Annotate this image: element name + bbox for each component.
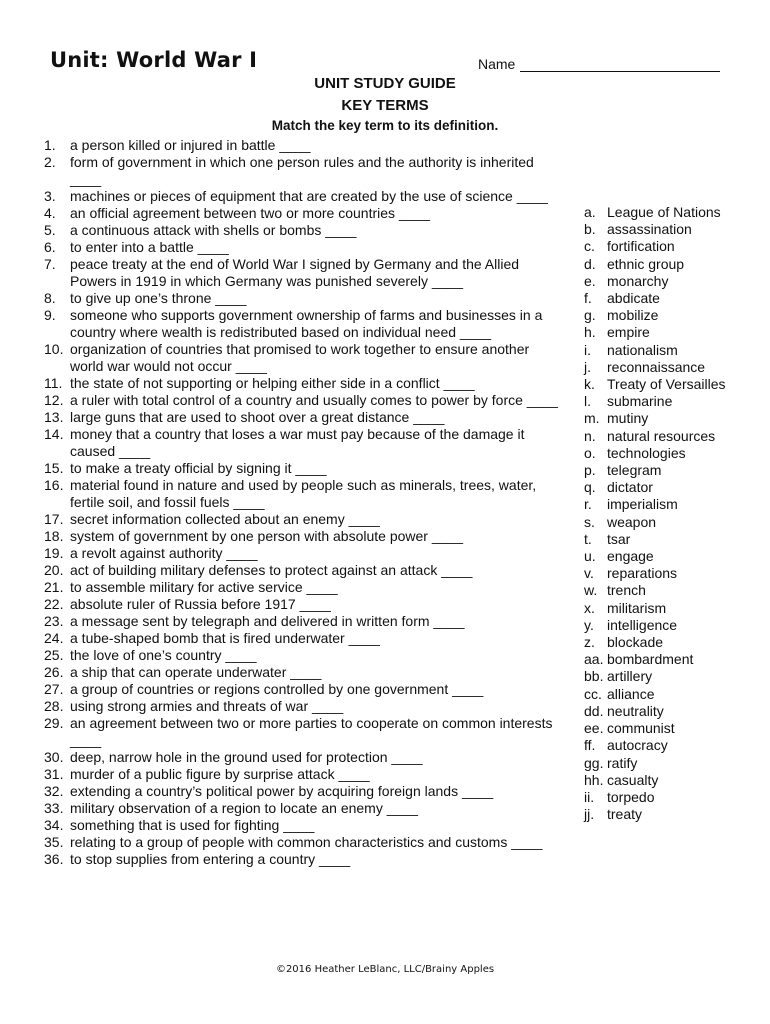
definition-number: 7.	[44, 256, 56, 272]
term-item	[584, 496, 764, 513]
term-text: communist	[607, 720, 675, 737]
term-text: autocracy	[607, 737, 668, 754]
term-item	[584, 410, 764, 427]
term-item	[584, 772, 764, 789]
definition-text: a ship that can operate underwater ____	[70, 664, 322, 680]
definition-item	[44, 528, 564, 545]
term-letter: j.	[584, 358, 591, 375]
term-letter: q.	[584, 479, 596, 496]
definition-number: 4.	[44, 205, 56, 221]
definition-text: extending a country’s political power by acquiring foreign lands ____	[70, 783, 494, 799]
definition-number: 30.	[44, 749, 64, 765]
term-letter: h.	[584, 324, 596, 341]
term-item	[584, 445, 764, 462]
term-text: telegram	[607, 462, 662, 479]
term-item	[584, 479, 764, 496]
definition-number: 11.	[44, 375, 63, 391]
term-item	[584, 737, 764, 754]
definition-item	[44, 834, 564, 851]
term-item	[584, 393, 764, 410]
definition-item	[44, 579, 564, 596]
term-text: alliance	[607, 685, 655, 702]
definition-number: 12.	[44, 392, 64, 408]
definition-text: relating to a group of people with common characteristics and customs ____	[70, 834, 543, 850]
term-text: reconnaissance	[607, 358, 706, 375]
terms-list	[584, 204, 764, 823]
definition-item	[44, 460, 564, 477]
definition-number: 26.	[44, 664, 64, 680]
definition-text: a group of countries or regions controlled by one government ____	[70, 681, 484, 697]
definition-text: a person killed or injured in battle ____	[70, 137, 311, 153]
definition-number: 29.	[44, 715, 64, 731]
definition-item	[44, 222, 564, 239]
definition-text: a message sent by telegraph and delivered in written form ____	[70, 613, 465, 629]
term-item	[584, 703, 764, 720]
term-text: dictator	[607, 479, 653, 496]
definition-number: 36.	[44, 851, 64, 867]
term-item	[584, 221, 764, 238]
term-letter: b.	[584, 221, 596, 238]
definition-text: peace treaty at the end of World War I signed by Germany and the Allied Powers in 1919 in which Germany was punished severely ____	[70, 256, 520, 289]
term-item	[584, 582, 764, 599]
term-letter: k.	[584, 376, 595, 393]
term-item	[584, 290, 764, 307]
term-item	[584, 462, 764, 479]
term-text: assassination	[607, 221, 692, 238]
term-letter: n.	[584, 427, 596, 444]
term-item	[584, 651, 764, 668]
definition-number: 22.	[44, 596, 64, 612]
name-label: Name	[478, 56, 516, 72]
term-item	[584, 617, 764, 634]
instructions: Match the key term to its definition.	[271, 118, 499, 133]
definition-text: using strong armies and threats of war ____	[70, 698, 344, 714]
definition-number: 16.	[44, 477, 64, 493]
definition-item	[44, 341, 564, 375]
definition-number: 35.	[44, 834, 64, 850]
term-letter: e.	[584, 272, 596, 289]
term-item	[584, 686, 764, 703]
term-text: treaty	[607, 806, 643, 823]
definition-item	[44, 188, 564, 205]
term-letter: p.	[584, 462, 596, 479]
unit-title: Unit: World War I	[50, 48, 258, 72]
definition-text: to stop supplies from entering a country ____	[70, 851, 351, 867]
definition-text: absolute ruler of Russia before 1917 ____	[70, 596, 331, 612]
definition-number: 13.	[44, 409, 64, 425]
term-text: intelligence	[607, 616, 678, 633]
term-letter: ff.	[584, 737, 596, 754]
definition-item	[44, 783, 564, 800]
definitions-list	[44, 137, 564, 868]
definition-text: the state of not supporting or helping either side in a conflict ____	[70, 375, 475, 391]
term-letter: r.	[584, 496, 592, 513]
term-letter: ee.	[584, 720, 604, 737]
term-item	[584, 634, 764, 651]
definition-item	[44, 817, 564, 834]
definition-number: 33.	[44, 800, 64, 816]
definition-number: 34.	[44, 817, 64, 833]
definition-item	[44, 477, 564, 511]
term-item	[584, 307, 764, 324]
definition-item	[44, 613, 564, 630]
definition-text: to make a treaty official by signing it ____	[70, 460, 327, 476]
term-letter: y.	[584, 616, 594, 633]
definition-number: 31.	[44, 766, 64, 782]
term-text: ethnic group	[607, 255, 685, 272]
definition-item	[44, 681, 564, 698]
term-letter: u.	[584, 548, 596, 565]
term-text: monarchy	[607, 272, 669, 289]
term-letter: z.	[584, 634, 595, 651]
term-text: casualty	[607, 771, 659, 788]
term-item	[584, 238, 764, 255]
definition-text: to give up one’s throne ____	[70, 290, 247, 306]
term-text: League of Nations	[607, 204, 721, 220]
term-letter: gg.	[584, 754, 604, 771]
term-item	[584, 376, 764, 393]
term-letter: f.	[584, 290, 592, 307]
term-letter: x.	[584, 599, 595, 616]
definition-number: 15.	[44, 460, 64, 476]
definition-number: 18.	[44, 528, 64, 544]
name-blank-line[interactable]	[520, 71, 720, 72]
term-text: ratify	[607, 754, 638, 771]
definition-text: secret information collected about an enemy ____	[70, 511, 380, 527]
definition-number: 9.	[44, 307, 56, 323]
definition-text: form of government in which one person rules and the authority is inherited ____	[70, 154, 534, 187]
term-text: Treaty of Versailles	[607, 376, 726, 393]
definition-text: a revolt against authority ____	[70, 545, 258, 561]
term-text: mobilize	[607, 307, 659, 324]
term-text: nationalism	[607, 341, 678, 358]
term-item	[584, 548, 764, 565]
definition-number: 17.	[44, 511, 64, 527]
term-item	[584, 720, 764, 737]
term-text: abdicate	[607, 290, 660, 307]
definition-item	[44, 664, 564, 681]
definition-item	[44, 766, 564, 783]
term-item	[584, 514, 764, 531]
term-text: natural resources	[607, 427, 716, 444]
definition-number: 19.	[44, 545, 64, 561]
term-text: blockade	[607, 634, 664, 651]
definition-item	[44, 290, 564, 307]
term-item	[584, 531, 764, 548]
term-text: neutrality	[607, 702, 664, 719]
term-letter: v.	[584, 565, 594, 582]
definition-item	[44, 545, 564, 562]
term-letter: t.	[584, 530, 592, 547]
definition-item	[44, 596, 564, 613]
definition-text: something that is used for fighting ____	[70, 817, 315, 833]
definition-number: 28.	[44, 698, 64, 714]
term-text: artillery	[607, 668, 653, 685]
term-item	[584, 204, 764, 221]
definition-item	[44, 375, 564, 392]
term-item	[584, 600, 764, 617]
definition-text: a ruler with total control of a country and usually comes to power by force ____	[70, 392, 558, 408]
definition-number: 6.	[44, 239, 56, 255]
definition-number: 1.	[44, 137, 56, 153]
term-text: reparations	[607, 565, 678, 582]
study-guide-title: UNIT STUDY GUIDE	[314, 75, 456, 92]
definition-number: 2.	[44, 154, 56, 170]
definition-item	[44, 205, 564, 222]
term-text: empire	[607, 324, 650, 341]
term-text: mutiny	[607, 410, 649, 427]
definition-number: 10.	[44, 341, 64, 357]
term-text: submarine	[607, 393, 673, 410]
term-item	[584, 565, 764, 582]
term-item	[584, 668, 764, 685]
term-letter: ii.	[584, 788, 595, 805]
term-item	[584, 755, 764, 772]
definition-item	[44, 511, 564, 528]
definition-text: act of building military defenses to protect against an attack ____	[70, 562, 473, 578]
definition-text: a tube-shaped bomb that is fired underwater ____	[70, 630, 380, 646]
copyright-footer: ©2016 Heather LeBlanc, LLC/Brainy Apples	[275, 964, 495, 975]
definition-text: the love of one’s country ____	[70, 647, 257, 663]
term-text: bombardment	[607, 651, 694, 668]
definition-item	[44, 392, 564, 409]
definition-number: 23.	[44, 613, 64, 629]
term-letter: jj.	[584, 806, 595, 823]
definition-text: to enter into a battle ____	[70, 239, 229, 255]
definition-text: an agreement between two or more parties to cooperate on common interests ____	[70, 715, 553, 748]
term-letter: c.	[584, 238, 595, 255]
term-item	[584, 256, 764, 273]
definition-item	[44, 562, 564, 579]
term-letter: s.	[584, 513, 595, 530]
definition-number: 8.	[44, 290, 56, 306]
definition-item	[44, 800, 564, 817]
definition-item	[44, 256, 564, 290]
definition-item	[44, 137, 564, 154]
definition-item	[44, 851, 564, 868]
definition-item	[44, 307, 564, 341]
term-letter: i.	[584, 341, 591, 358]
term-letter: aa.	[584, 651, 604, 668]
definition-item	[44, 426, 564, 460]
term-item	[584, 342, 764, 359]
term-item	[584, 428, 764, 445]
definition-text: organization of countries that promised to work together to ensure another world war would not occur ____	[70, 341, 530, 374]
definition-text: an official agreement between two or more countries ____	[70, 205, 431, 221]
term-letter: o.	[584, 444, 596, 461]
definition-text: someone who supports government ownership of farms and businesses in a country where wealth is redistributed based on individual need ____	[70, 307, 543, 340]
term-letter: l.	[584, 393, 591, 410]
definition-item	[44, 154, 564, 188]
definition-item	[44, 630, 564, 647]
definition-number: 5.	[44, 222, 56, 238]
definition-text: money that a country that loses a war must pay because of the damage it caused ____	[70, 426, 525, 459]
term-text: tsar	[607, 530, 631, 547]
definition-number: 24.	[44, 630, 64, 646]
term-letter: a.	[584, 204, 596, 220]
term-letter: m.	[584, 410, 600, 427]
term-text: militarism	[607, 599, 667, 616]
key-terms-heading: KEY TERMS	[341, 97, 429, 114]
definition-item	[44, 647, 564, 664]
definition-text: system of government by one person with absolute power ____	[70, 528, 464, 544]
term-letter: w.	[584, 582, 598, 599]
definition-item	[44, 239, 564, 256]
definition-number: 21.	[44, 579, 64, 595]
term-item	[584, 806, 764, 823]
definition-text: material found in nature and used by people such as minerals, trees, water, fertile soil, and fossil fuels ____	[70, 477, 537, 510]
term-item	[584, 359, 764, 376]
definition-text: murder of a public figure by surprise attack ____	[70, 766, 370, 782]
definition-text: military observation of a region to locate an enemy ____	[70, 800, 418, 816]
term-item	[584, 789, 764, 806]
definition-text: machines or pieces of equipment that are created by the use of science ____	[70, 188, 548, 204]
definition-text: a continuous attack with shells or bombs ____	[70, 222, 357, 238]
term-text: weapon	[607, 513, 657, 530]
definition-item	[44, 698, 564, 715]
term-item	[584, 273, 764, 290]
definition-text: deep, narrow hole in the ground used for protection ____	[70, 749, 423, 765]
definition-number: 20.	[44, 562, 64, 578]
definition-number: 14.	[44, 426, 64, 442]
term-text: imperialism	[607, 496, 678, 513]
definition-item	[44, 409, 564, 426]
term-letter: g.	[584, 307, 596, 324]
term-item	[584, 324, 764, 341]
term-text: trench	[607, 582, 646, 599]
definition-item	[44, 715, 564, 749]
definition-number: 32.	[44, 783, 64, 799]
term-text: torpedo	[607, 788, 655, 805]
term-text: technologies	[607, 444, 686, 461]
term-text: engage	[607, 548, 654, 565]
term-letter: cc.	[584, 685, 602, 702]
definition-text: to assemble military for active service ____	[70, 579, 338, 595]
term-text: fortification	[607, 238, 675, 255]
definition-number: 3.	[44, 188, 56, 204]
term-letter: hh.	[584, 771, 604, 788]
definition-text: large guns that are used to shoot over a great distance ____	[70, 409, 445, 425]
definition-item	[44, 749, 564, 766]
definition-number: 25.	[44, 647, 64, 663]
definition-number: 27.	[44, 681, 64, 697]
term-letter: d.	[584, 255, 596, 272]
term-letter: dd.	[584, 702, 604, 719]
term-letter: bb.	[584, 668, 604, 685]
